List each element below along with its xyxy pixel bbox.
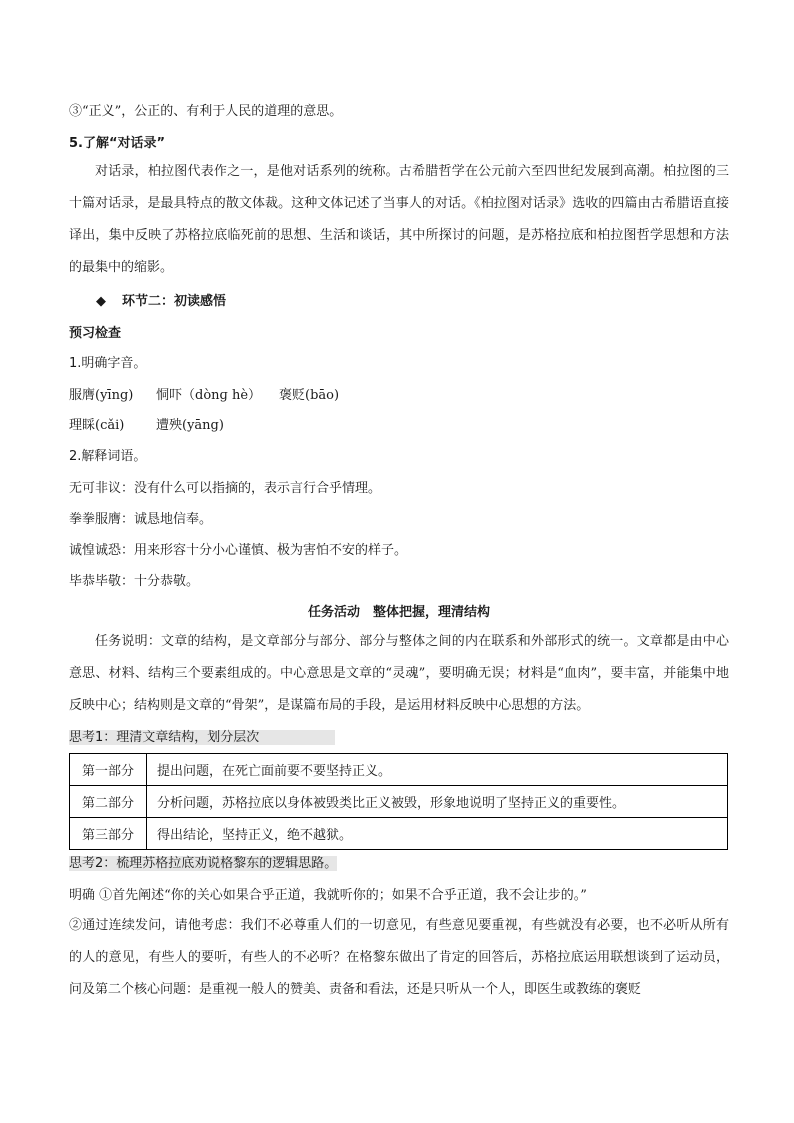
pronunciation-item: 理睬(cǎi) xyxy=(69,418,125,433)
task-paragraph: 任务说明：文章的结构，是文章部分与部分、部分与整体之间的内在联系和外部形式的统一。文章都是由中心意思、材料、结构三个要素组成的。中心意思是文章的“灵魂”，要明确无误；材料是“血肉”，要丰富，并能集中地反映中心；结构则是文章的“骨架”，是谋篇布局的手段，是运用材料反映中心思想的方法。 xyxy=(69,634,729,713)
pronunciation-item: 遭殃(yāng) xyxy=(156,418,224,433)
task-title: 任务活动 整体把握，理清结构 xyxy=(307,605,490,620)
pronunciation-row-2 xyxy=(69,416,224,436)
definition-item: 毕恭毕敬：十分恭敬。 xyxy=(69,574,200,589)
table-cell-part: 第二部分 xyxy=(70,786,147,818)
definition-item: 拳拳服膺：诚恳地信奉。 xyxy=(69,512,213,527)
question-1-title: 1.明确字音。 xyxy=(69,356,147,371)
answer-1: 明确 ①首先阐述“你的关心如果合乎正道，我就听你的；如果不合乎正道，我不会让步的。” xyxy=(69,888,587,903)
pronunciation-row-1 xyxy=(69,386,339,406)
structure-table xyxy=(69,753,728,850)
section-5-paragraph: 对话录，柏拉图代表作之一，是他对话系列的统称。古希腊哲学在公元前六至四世纪发展到高潮。柏拉图的三十篇对话录，是最具特点的散文体裁。这种文体记述了当事人的对话。《柏拉图对话录》选收的四篇由古希腊语直接译出，集中反映了苏格拉底临死前的思想、生活和谈话，其中所探讨的问题，是苏格拉底和柏拉图哲学思想和方法的最集中的缩影。 xyxy=(69,164,729,275)
diamond-bullet-icon: ◆ xyxy=(96,294,106,309)
definition-item: 诚惶诚恐：用来形容十分小心谨慎、极为害怕不安的样子。 xyxy=(69,543,408,558)
think-1-heading xyxy=(69,728,335,748)
table-cell-content: 提出问题，在死亡面前要不要坚持正义。 xyxy=(147,754,728,786)
think-2-label: 思考2：梳理苏格拉底劝说格黎东的逻辑思路。 xyxy=(69,856,338,871)
preview-check-heading: 预习检查 xyxy=(69,326,122,341)
pronunciation-item: 褒贬(bāo) xyxy=(279,388,340,403)
pronunciation-item: 服膺(yīng) xyxy=(69,388,134,403)
table-row xyxy=(70,818,728,850)
table-row xyxy=(70,754,728,786)
answer-2: ②通过连续发问，请他考虑：我们不必尊重人们的一切意见，有些意见要重视，有些就没有必要，也不必听从所有的人的意见，有些人的要听，有些人的不必听？在格黎东做出了肯定的回答后，苏格拉底运用联想谈到了运动员，问及第二个核心问题：是重视一般人的赞美、责备和看法，还是只听从一个人，即医生或教练的褒贬 xyxy=(69,918,729,997)
note-3: ③“正义”，公正的、有利于人民的道理的意思。 xyxy=(69,104,343,119)
table-row xyxy=(70,786,728,818)
pronunciation-item: 恫吓（dònɡ hè） xyxy=(156,388,262,403)
definition-item: 无可非议：没有什么可以指摘的，表示言行合乎情理。 xyxy=(69,481,382,496)
table-cell-content: 得出结论，坚持正义，绝不越狱。 xyxy=(147,818,728,850)
think-1-label: 思考1：理清文章结构，划分层次 xyxy=(69,730,335,745)
phase-2-title: 环节二：初读感悟 xyxy=(122,294,227,309)
table-cell-content: 分析问题，苏格拉底以身体被毁类比正义被毁，形象地说明了坚持正义的重要性。 xyxy=(147,786,728,818)
phase-2-heading xyxy=(96,292,226,312)
question-2-title: 2.解释词语。 xyxy=(69,449,147,464)
table-cell-part: 第一部分 xyxy=(70,754,147,786)
think-2-heading xyxy=(69,854,337,874)
table-cell-part: 第三部分 xyxy=(70,818,147,850)
section-5-title: 5.了解“对话录” xyxy=(69,136,166,151)
